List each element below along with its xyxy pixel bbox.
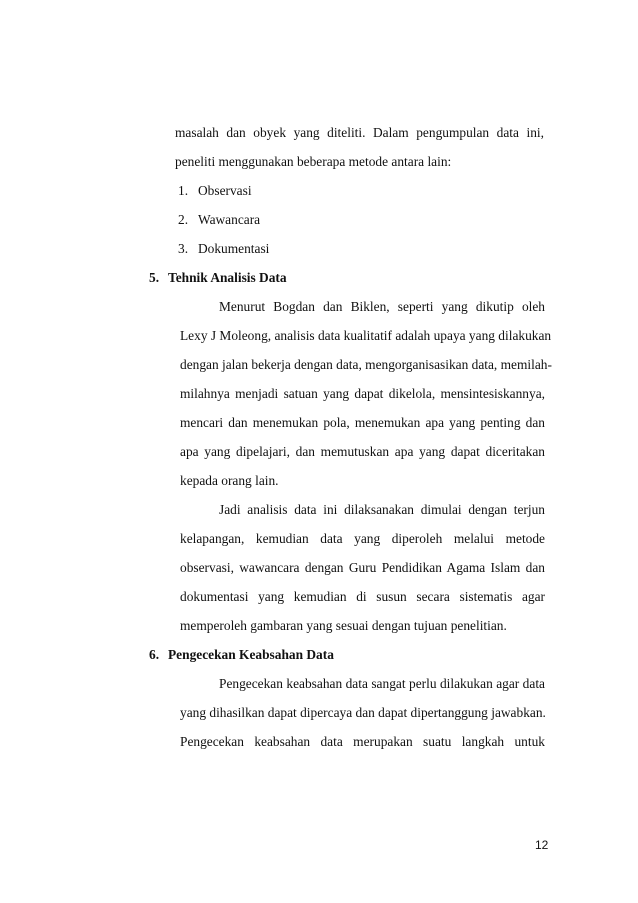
paragraph-line: Pengecekan keabsahan data merupakan suatu langkah untuk	[180, 734, 545, 749]
paragraph-line: Pengecekan keabsahan data sangat perlu dilakukan agar data	[219, 676, 545, 691]
paragraph-line: yang dihasilkan dapat dipercaya dan dapat dipertanggung jawabkan.	[180, 705, 546, 720]
paragraph-line: Jadi analisis data ini dilaksanakan dimulai dengan terjun	[219, 502, 545, 517]
paragraph-line: kelapangan, kemudian data yang diperoleh melalui metode	[180, 531, 545, 546]
method-number: 2.	[178, 212, 189, 227]
section-5-heading: Tehnik Analisis Data	[168, 270, 287, 285]
intro-line-2: peneliti menggunakan beberapa metode antara lain:	[175, 154, 452, 169]
method-wawancara: Wawancara	[198, 212, 261, 227]
paragraph-line: milahnya menjadi satuan yang dapat dikelola, mensintesiskannya,	[180, 386, 545, 401]
paragraph-line: Menurut Bogdan dan Biklen, seperti yang dikutip oleh	[219, 299, 545, 314]
method-number: 3.	[178, 241, 189, 256]
method-observasi: Observasi	[198, 183, 252, 198]
section-6-number: 6.	[149, 647, 160, 662]
paragraph-line: memperoleh gambaran yang sesuai dengan tujuan penelitian.	[180, 618, 507, 633]
section-6-heading: Pengecekan Keabsahan Data	[168, 647, 334, 662]
page-number: 12	[535, 838, 549, 852]
intro-line-1: masalah dan obyek yang diteliti. Dalam pengumpulan data ini,	[175, 125, 544, 140]
paragraph-line: kepada orang lain.	[180, 473, 279, 488]
paragraph-line: Lexy J Moleong, analisis data kualitatif adalah upaya yang dilakukan	[180, 328, 552, 343]
paragraph-line: mencari dan menemukan pola, menemukan apa yang penting dan	[180, 415, 545, 430]
section-5-number: 5.	[149, 270, 160, 285]
method-number: 1.	[178, 183, 189, 198]
method-dokumentasi: Dokumentasi	[198, 241, 270, 256]
paragraph-line: observasi, wawancara dengan Guru Pendidikan Agama Islam dan	[180, 560, 545, 575]
paragraph-line: apa yang dipelajari, dan memutuskan apa yang dapat diceritakan	[180, 444, 545, 459]
paragraph-line: dokumentasi yang kemudian di susun secara sistematis agar	[180, 589, 545, 604]
paragraph-line: dengan jalan bekerja dengan data, mengorganisasikan data, memilah-	[180, 357, 552, 372]
